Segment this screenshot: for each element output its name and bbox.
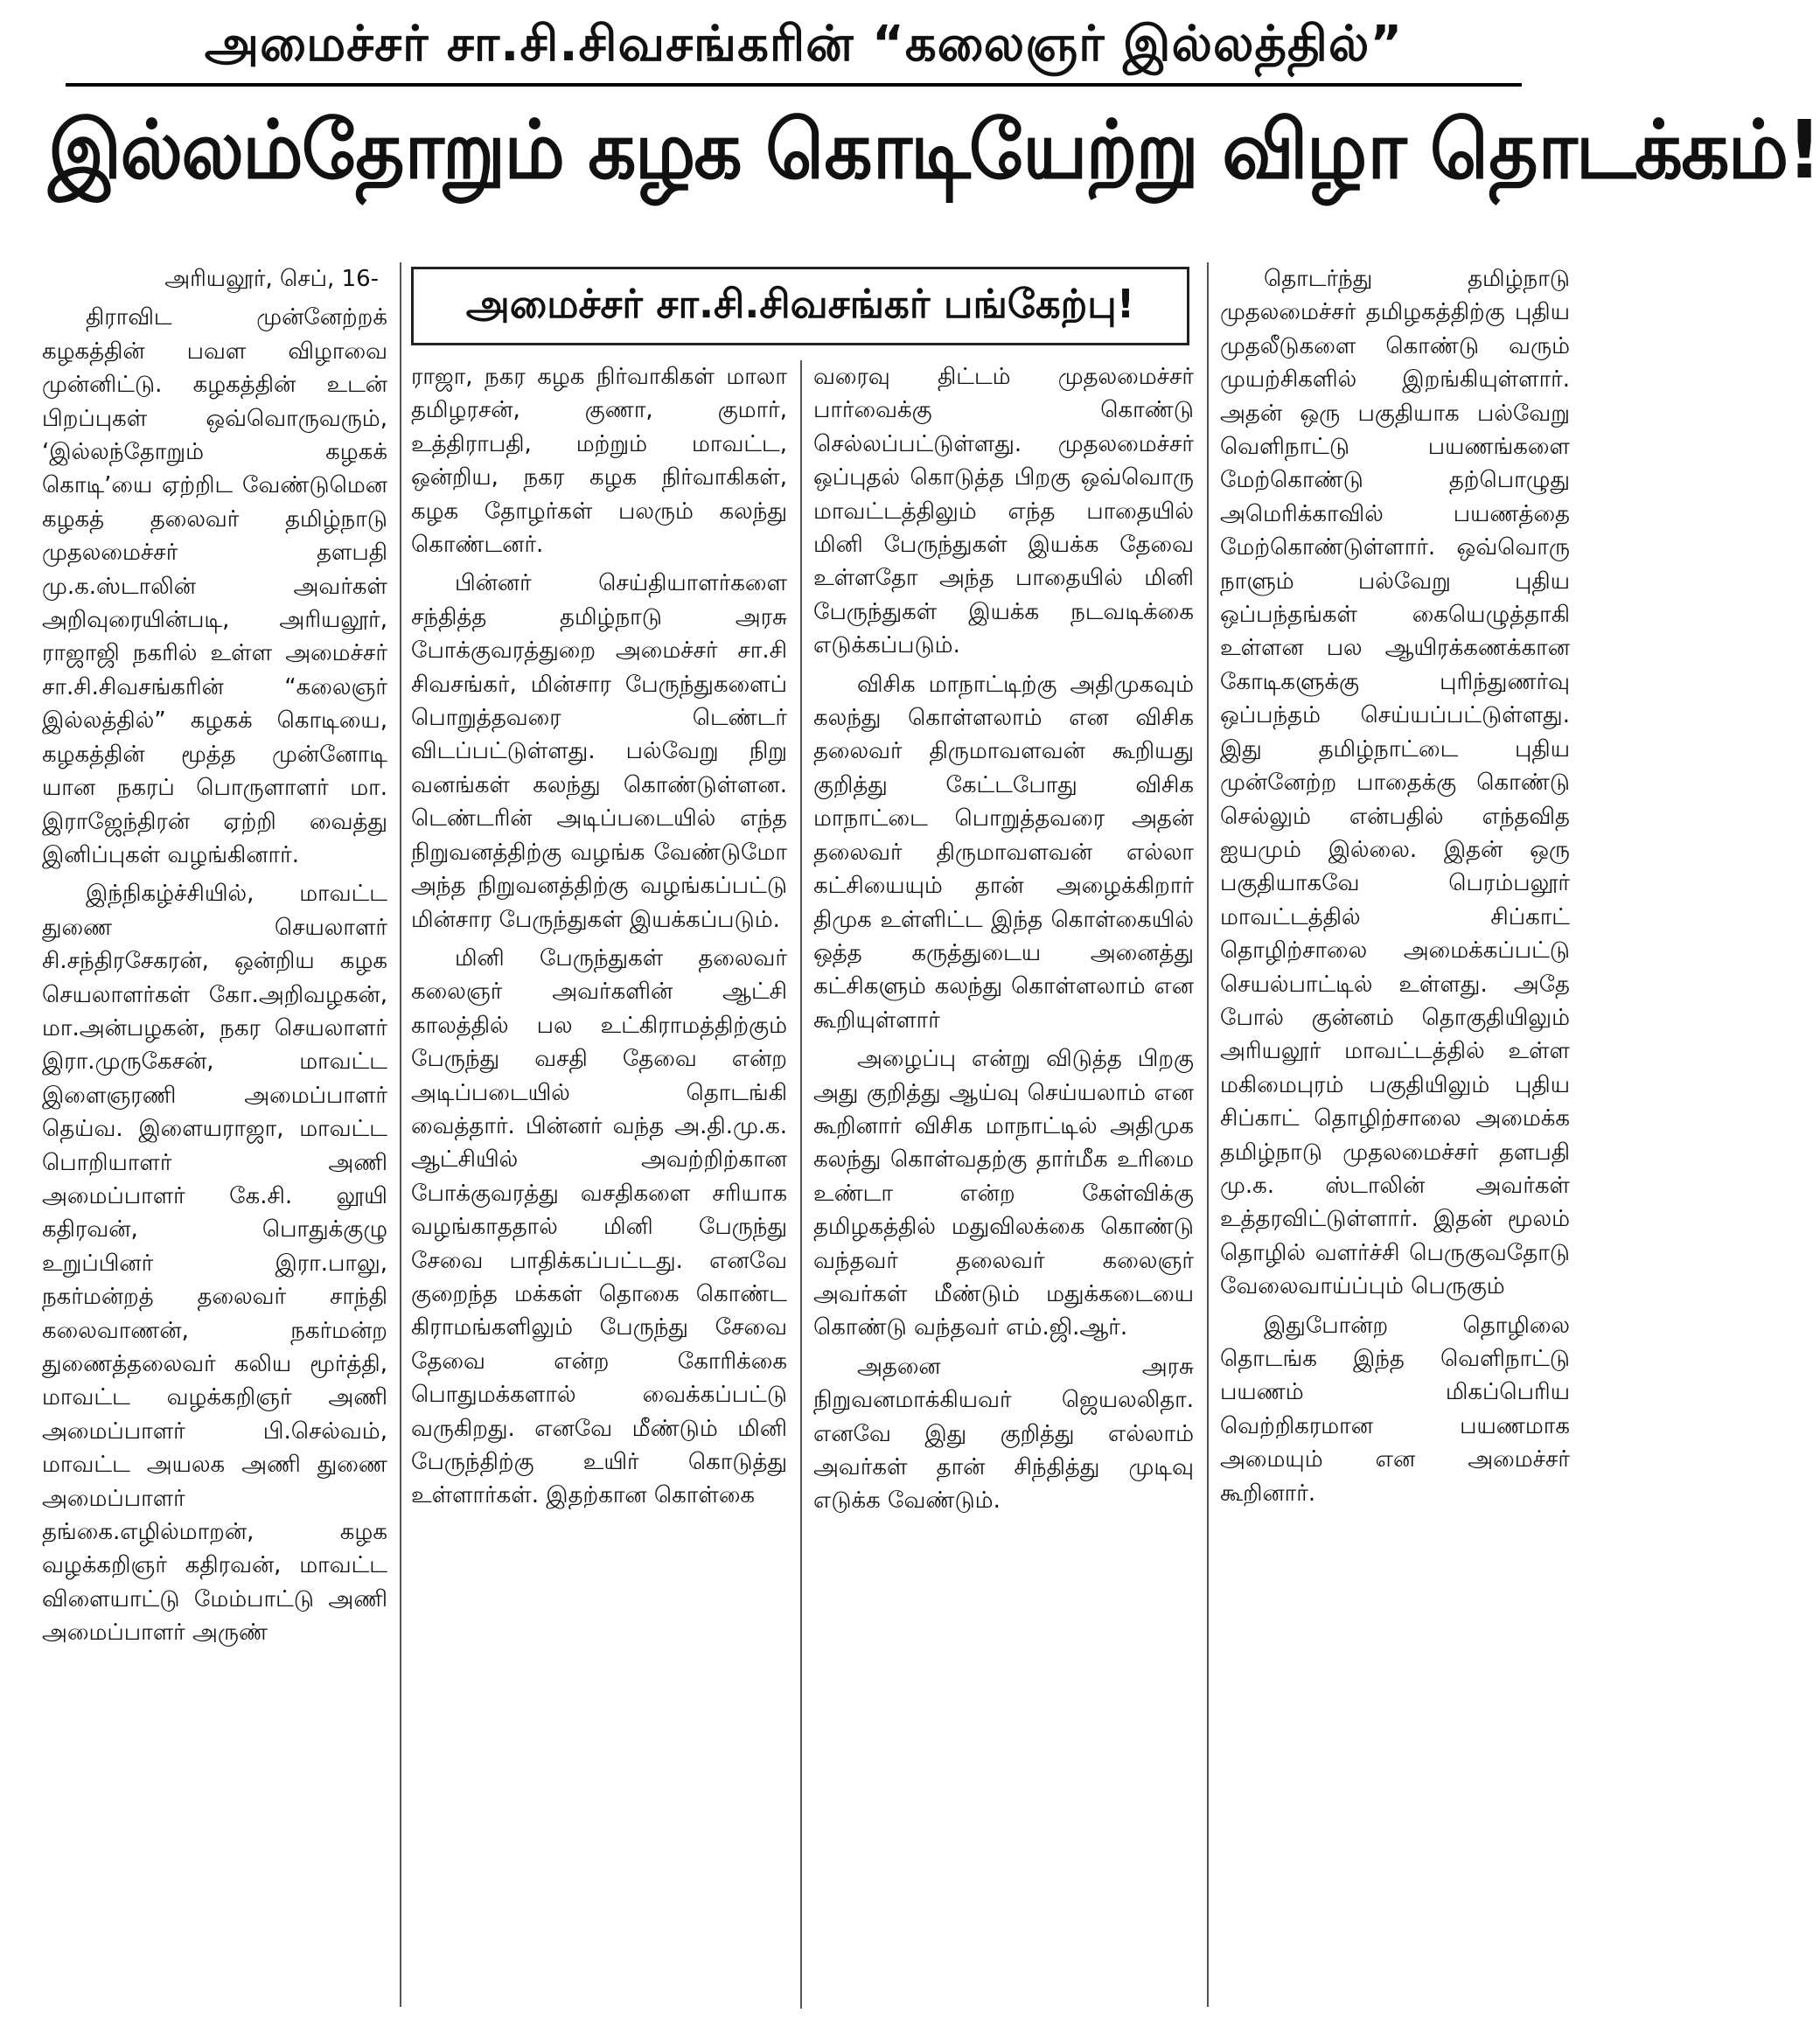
paragraph: இதுபோன்ற தொழிலை தொடங்க இந்த வெளிநாட்டு பயணம் மிகப்பெரிய வெற்றிகரமான பயணமாக அமையும் என அமைச்சர் கூறினார். (1220, 1312, 1570, 1507)
column-divider-2 (800, 360, 802, 2009)
paragraph: மினி பேருந்துகள் தலைவர் கலைஞர் அவர்களின் ஆட்சி காலத்தில் பல உட்கிராமத்திற்கும் பேருந்து வசதி தேவை என்ற அடிப்படையில் தொடங்கி வைத்தார். பின்னர் வந்த அ.தி.மு.க. ஆட்சியில் அவற்றிற்கான போக்குவரத்து வசதிகளை சரியாக வழங்காததால் மினி பேருந்து சேவை பாதிக்கப்பட்டது. எனவே குறைந்த மக்கள் தொகை கொண்ட கிராமங்களிலும் பேருந்து சேவை தேவை என்ற கோரிக்கை பொதுமக்களால் வைக்கப்பட்டு வருகிறது. எனவே மீண்டும் மினி பேருந்திற்கு உயிர் கொடுத்து உள்ளார்கள். இதற்கான கொள்கை (411, 944, 787, 1509)
article-column-4 (1220, 262, 1570, 2007)
paragraph: தொடர்ந்து தமிழ்நாடு முதலமைச்சர் தமிழகத்திற்கு புதிய முதலீடுகளை கொண்டு வரும் முயற்சிகளில் இறங்கியுள்ளார். அதன் ஒரு பகுதியாக பல்வேறு வெளிநாட்டு பயணங்களை மேற்கொண்டு தற்பொழுது அமெரிக்காவில் பயணத்தை மேற்கொண்டுள்ளார். ஒவ்வொரு நாளும் பல்வேறு புதிய ஒப்பந்தங்கள் கையெழுத்தாகி உள்ளன பல ஆயிரக்கணக்கான கோடிகளுக்கு புரிந்துணர்வு ஒப்பந்தம் செய்யப்பட்டுள்ளது. இது தமிழ்நாட்டை புதிய முன்னேற்ற பாதைக்கு கொண்டு செல்லும் என்பதில் எந்தவித ஐயமும் இல்லை. இதன் ஒரு பகுதியாகவே பெரம்பலூர் மாவட்டத்தில் சிப்காட் தொழிற்சாலை அமைக்கப்பட்டு செயல்பாட்டில் உள்ளது. அதே போல் குன்னம் தொகுதியிலும் அரியலூர் மாவட்டத்தில் உள்ள மகிமைபுரம் பகுதியிலும் புதிய சிப்காட் தொழிற்சாலை அமைக்க தமிழ்நாடு முதலமைச்சர் தளபதி மு.க. ஸ்டாலின் அவர்கள் உத்தரவிட்டுள்ளார். இதன் மூலம் தொழில் வளர்ச்சி பெருகுவதோடு வேலைவாய்ப்பும் பெருகும் (1220, 266, 1570, 1300)
article-column-3 (813, 360, 1194, 2009)
paragraph: திராவிட முன்னேற்றக் கழகத்தின் பவள விழாவை முன்னிட்டு. கழகத்தின் உடன் பிறப்புகள் ஒவ்வொருவரும், ‘இல்லந்தோறும் கழகக் கொடி’யை ஏற்றிட வேண்டுமென கழகத் தலைவர் தமிழ்நாடு முதலமைச்சர் தளபதி மு.க.ஸ்டாலின் அவர்கள் அறிவுரையின்படி, அரியலூர், ராஜாஜி நகரில் உள்ள அமைச்சர் சா.சி.சிவசங்கரின் “கலைஞர் இல்லத்தில்” கழகக் கொடியை, கழகத்தின் மூத்த முன்னோடி யான நகரப் பொருளாளர் மா. இராஜேந்திரன் ஏற்றி வைத்து இனிப்புகள் வழங்கினார். (42, 304, 387, 868)
paragraph: வரைவு திட்டம் முதலமைச்சர் பார்வைக்கு கொண்டு செல்லப்பட்டுள்ளது. முதலமைச்சர் ஒப்புதல் கொடுத்த பிறகு ஒவ்வொரு மாவட்டத்திலும் எந்த பாதையில் மினி பேருந்துகள் இயக்க தேவை உள்ளதோ அந்த பாதையில் மினி பேருந்துகள் இயக்க நடவடிக்கை எடுக்கப்படும். (813, 364, 1194, 659)
article-column-1 (42, 262, 387, 2007)
paragraph: விசிக மாநாட்டிற்கு அதிமுகவும் கலந்து கொள்ளலாம் என விசிக தலைவர் திருமாவளவன் கூறியது குறித்து கேட்டபோது விசிக மாநாட்டை பொறுத்தவரை அதன் தலைவர் திருமாவளவன் எல்லா கட்சியையும் தான் அழைக்கிறார் திமுக உள்ளிட்ட இந்த கொள்கையில் ஒத்த கருத்துடைய அனைத்து கட்சிகளும் கலந்து கொள்ளலாம் என கூறியுள்ளார் (813, 671, 1194, 1034)
main-headline: இல்லம்தோறும் கழக கொடியேற்று விழா தொடக்கம்! (48, 103, 1820, 197)
column-divider-3 (1207, 262, 1209, 2007)
column-divider-1 (400, 262, 401, 2007)
article-column-2 (411, 360, 787, 2009)
kicker-headline: அமைச்சர் சா.சி.சிவசங்கரின் “கலைஞர் இல்லத்தில்” (204, 16, 1404, 73)
subhead-box (411, 267, 1189, 345)
paragraph: இந்நிகழ்ச்சியில், மாவட்ட துணை செயலாளர் சி.சந்திரசேகரன், ஒன்றிய கழக செயலாளர்கள் கோ.அறிவழகன், மா.அன்பழகன், நகர செயலாளர் இரா.முருகேசன், மாவட்ட இளைஞரணி அமைப்பாளர் தெய்வ. இளையராஜா, மாவட்ட பொறியாளர் அணி அமைப்பாளர் கே.சி. லூயி கதிரவன், பொதுக்குழு உறுப்பினர் இரா.பாலு, நகர்மன்றத் தலைவர் சாந்தி கலைவாணன், நகர்மன்ற துணைத்தலைவர் கலிய மூர்த்தி, மாவட்ட வழக்கறிஞர் அணி அமைப்பாளர் பி.செல்வம், மாவட்ட அயலக அணி துணை அமைப்பாளர் தங்கை.எழில்மாறன், கழக வழக்கறிஞர் கதிரவன், மாவட்ட விளையாட்டு மேம்பாட்டு அணி அமைப்பாளர் அருண் (42, 881, 387, 1647)
paragraph: அதனை அரசு நிறுவனமாக்கியவர் ஜெயலலிதா. எனவே இது குறித்து எல்லாம் அவர்கள் தான் சிந்தித்து முடிவு எடுக்க வேண்டும். (813, 1353, 1194, 1515)
paragraph: ராஜா, நகர கழக நிர்வாகிகள் மாலா தமிழரசன், குணா, குமார், உத்திராபதி, மற்றும் மாவட்ட, ஒன்றிய, நகர கழக நிர்வாகிகள், கழக தோழர்கள் பலரும் கலந்து கொண்டனர். (411, 364, 787, 559)
subhead-text: அமைச்சர் சா.சி.சிவசங்கர் பங்கேற்பு! (465, 280, 1135, 327)
kicker-rule (66, 83, 1522, 87)
paragraph: அழைப்பு என்று விடுத்த பிறகு அது குறித்து ஆய்வு செய்யலாம் என கூறினார் விசிக மாநாட்டில் அதிமுக கலந்து கொள்வதற்கு தார்மீக உரிமை உண்டா என்ற கேள்விக்கு தமிழகத்தில் மதுவிலக்கை கொண்டு வந்தவர் தலைவர் கலைஞர் அவர்கள் மீண்டும் மதுக்கடையை கொண்டு வந்தவர் எம்.ஜி.ஆர். (813, 1046, 1194, 1341)
paragraph: பின்னர் செய்தியாளர்களை சந்தித்த தமிழ்நாடு அரசு போக்குவரத்துறை அமைச்சர் சா.சி சிவசங்கர், மின்சார பேருந்துகளைப் பொறுத்தவரை டெண்டர் விடப்பட்டுள்ளது. பல்வேறு நிறு வனங்கள் கலந்து கொண்டுள்ளன. டெண்டரின் அடிப்படையில் எந்த நிறுவனத்திற்கு வழங்க வேண்டுமோ அந்த நிறுவனத்திற்கு வழங்கப்பட்டு மின்சார பேருந்துகள் இயக்கப்படும். (411, 570, 787, 933)
dateline: அரியலூர், செப், 16- (164, 266, 379, 292)
